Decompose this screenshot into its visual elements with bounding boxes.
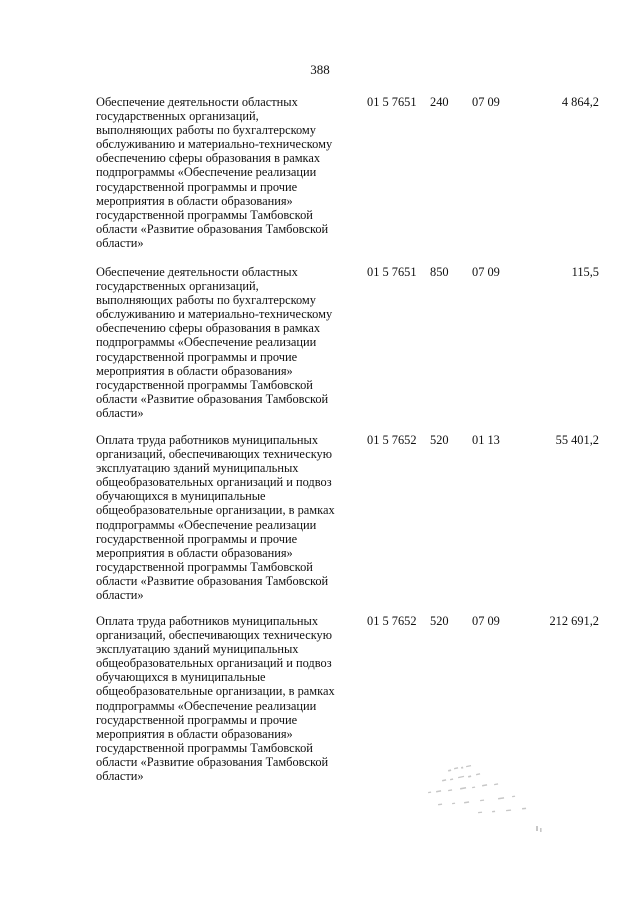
target-article-code: 01 5 7651 [367,95,417,109]
table-row [0,265,640,433]
description-line: мероприятия в области образования» [96,545,293,560]
amount-value: 4 864,2 [561,95,599,109]
expense-type-code: 520 [430,433,449,447]
description-line: государственных организаций, [96,109,259,124]
description-line: государственной программы и прочие [96,531,298,546]
description-line: Оплата труда работников муниципальных [96,614,319,628]
description-line: Обеспечение деятельности областных [96,95,298,109]
target-article-code: 01 5 7652 [367,614,417,628]
description-line: выполняющих работы по бухгалтерскому [96,293,316,308]
description-line: области» [96,405,144,420]
description-line: общеобразовательных организаций и подвоз [96,656,332,671]
row-description [96,95,366,250]
description-line: обучающихся в муниципальные [96,670,266,685]
section-code: 01 13 [472,433,500,447]
expense-type-code: 850 [430,265,449,279]
description-line: подпрограммы «Обеспечение реализации [96,698,317,713]
amount-value: 212 691,2 [549,614,599,628]
amount-value: 55 401,2 [555,433,599,447]
description-line: общеобразовательные организации, в рамках [96,503,335,518]
description-line: государственной программы Тамбовской [96,377,313,392]
target-article-code: 01 5 7652 [367,433,417,447]
description-line: государственной программы и прочие [96,349,298,364]
row-description [96,265,366,420]
description-line: области» [96,235,144,250]
row-description [96,614,366,783]
description-line: выполняющих работы по бухгалтерскому [96,123,316,138]
page-number: 388 [310,62,330,77]
description-line: мероприятия в области образования» [96,726,293,741]
description-line: Обеспечение деятельности областных [96,265,298,279]
description-line: обслуживанию и материально-техническому [96,307,333,322]
description-line: государственной программы и прочие [96,712,298,727]
description-line: области» [96,769,144,784]
target-article-code: 01 5 7651 [367,265,417,279]
description-line: области «Развитие образования Тамбовской [96,221,329,236]
description-line: обеспечению сферы образования в рамках [96,321,321,336]
description-line: мероприятия в области образования» [96,363,293,378]
faded-stamp [418,760,546,840]
description-line: государственной программы Тамбовской [96,207,313,222]
description-line: области» [96,588,144,603]
description-line: государственных организаций, [96,279,259,294]
description-line: подпрограммы «Обеспечение реализации [96,517,317,532]
expense-type-code: 520 [430,614,449,628]
description-line: государственной программы Тамбовской [96,740,313,755]
table-row [0,95,640,265]
description-line: области «Развитие образования Тамбовской [96,754,329,769]
description-line: обслуживанию и материально-техническому [96,137,333,152]
description-line: области «Развитие образования Тамбовской [96,391,329,406]
description-line: подпрограммы «Обеспечение реализации [96,165,317,180]
description-line: государственной программы Тамбовской [96,559,313,574]
description-line: общеобразовательные организации, в рамках [96,684,335,699]
description-line: мероприятия в области образования» [96,193,293,208]
description-line: обеспечению сферы образования в рамках [96,151,321,166]
table-row [0,433,640,614]
description-line: организаций, обеспечивающих техническую [96,628,332,643]
description-line: организаций, обеспечивающих техническую [96,447,332,462]
description-line: обучающихся в муниципальные [96,489,266,504]
description-line: эксплуатацию зданий муниципальных [96,461,299,476]
section-code: 07 09 [472,265,500,279]
budget-table [0,95,640,804]
amount-value: 115,5 [571,265,599,279]
section-code: 07 09 [472,95,500,109]
description-line: государственной программы и прочие [96,179,298,194]
description-line: подпрограммы «Обеспечение реализации [96,335,317,350]
expense-type-code: 240 [430,95,449,109]
row-description [96,433,366,602]
description-line: Оплата труда работников муниципальных [96,433,319,447]
description-line: области «Развитие образования Тамбовской [96,573,329,588]
section-code: 07 09 [472,614,500,628]
description-line: эксплуатацию зданий муниципальных [96,642,299,657]
description-line: общеобразовательных организаций и подвоз [96,475,332,490]
